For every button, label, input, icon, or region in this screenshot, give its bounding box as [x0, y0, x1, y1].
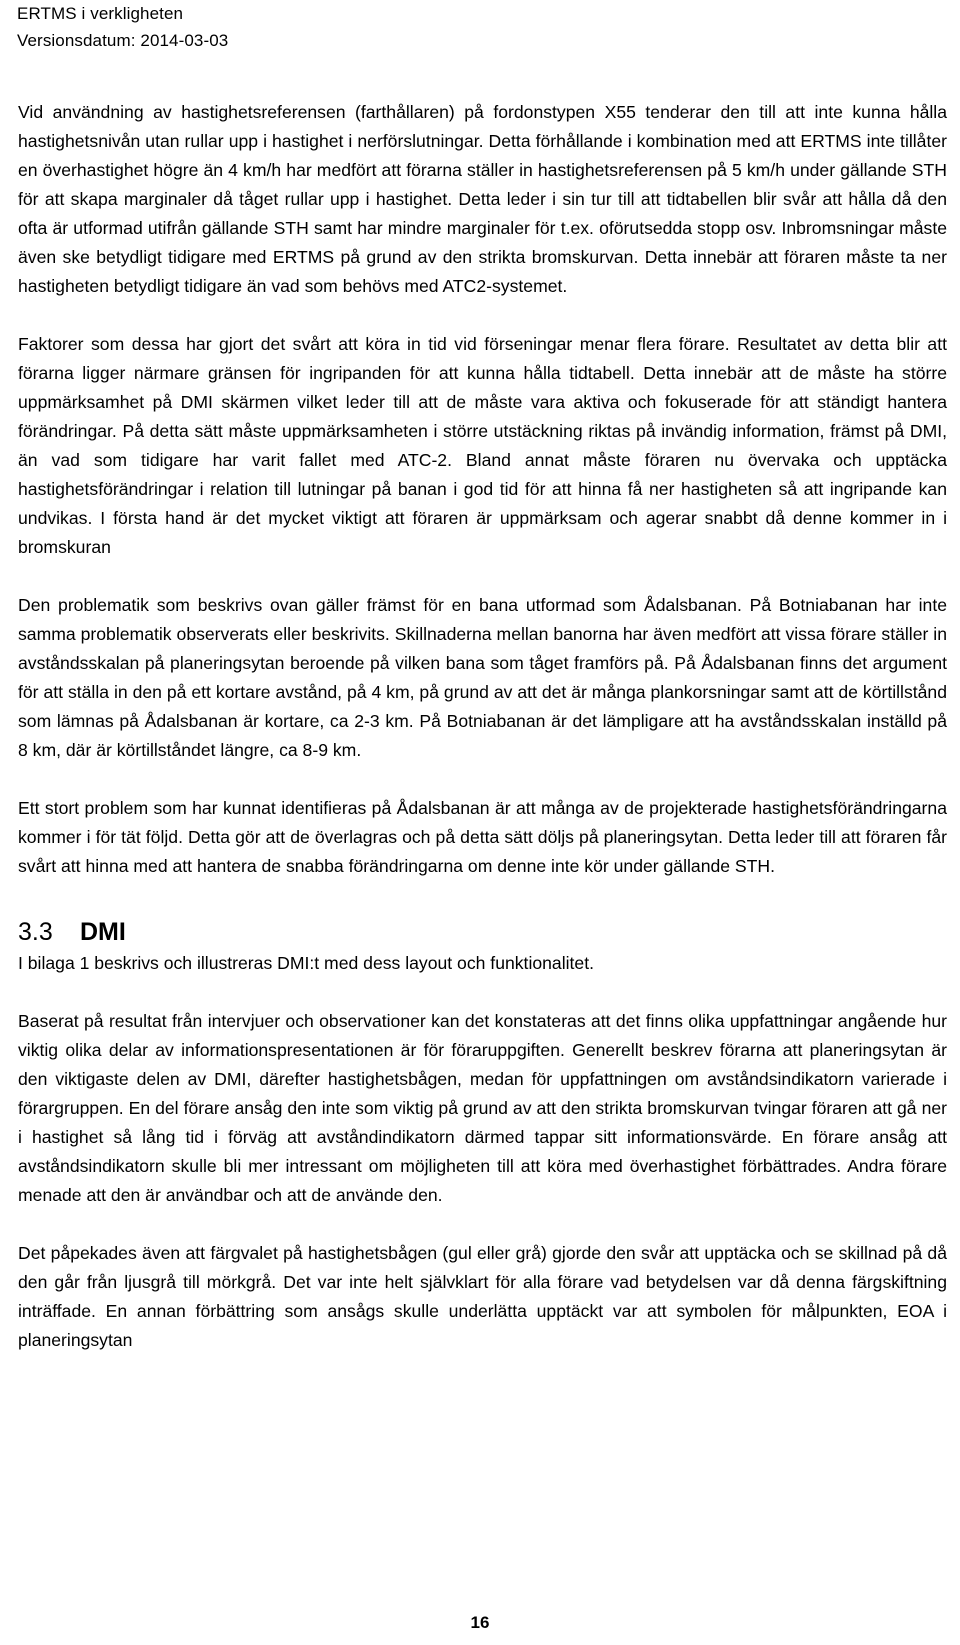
- paragraph-speed-reference: Vid användning av hastighetsreferensen (farthållaren) på fordonstypen X55 tenderar den till att inte kunna hålla hastighetsnivån utan rullar upp i hastighet i nerförslutningar. Detta förhållande i kombination med att ERTMS inte tillåter en överhastighet högre än 4 km/h har medfört att förarna ställer in hastighetsreferensen på 5 km/h under gällande STH för att skapa marginaler då tåget rullar upp i hastighet. Detta leder i sin tur till att tidtabellen blir svår att hålla då den ofta är utformad utifrån gällande STH samt har mindre marginaler för t.ex. oförutsedda stopp osv. Inbromsningar måste även ske betydligt tidigare med ERTMS på grund av den strikta bromskurvan. Detta innebär att föraren måste ta ner hastigheten betydligt tidigare än vad som behövs med ATC2-systemet.: [18, 102, 947, 296]
- version-date: Versionsdatum: 2014-03-03: [17, 31, 229, 50]
- paragraph-appendix-reference: I bilaga 1 beskrivs och illustreras DMI:t med dess layout och funktionalitet.: [18, 953, 594, 973]
- paragraph-speed-changes: Ett stort problem som har kunnat identifieras på Ådalsbanan är att många av de projekterade hastighetsförändringarna kommer i för tät följd. Detta gör att de överlagras och på detta sätt döljs på planeringsytan. Detta leder till att föraren får svårt att hinna med att hantera de snabba förändringarna om denne inte kör under gällande STH.: [18, 798, 947, 876]
- page-number: 16: [470, 1613, 490, 1632]
- paragraph-color-choice: Det påpekades även att färgvalet på hastighetsbågen (gul eller grå) gjorde den svår att upptäcka och se skillnad på då den går från ljusgrå till mörkgrå. Det var inte helt självklart för alla förare vad betydelsen var då denna färgskiftning inträffade. En annan förbättring som ansågs skulle underlätta upptäckt var att symbolen för målpunkten, EOA i planeringsytan: [18, 1243, 947, 1350]
- page-body: [18, 98, 947, 1355]
- paragraph-track-differences: Den problematik som beskrivs ovan gäller främst för en bana utformad som Ådalsbanan. På Botniabanan har inte samma problematik observerats eller beskrivits. Skillnaderna mellan banorna har även medfört att vissa förare ställer in avståndsskalan på planeringsytan beroende på vilken bana som tåget framförs på. På Ådalsbanan finns det argument för att ställa in den på ett kortare avstånd, på 4 km, på grund av att det är många plankorsningar samt att de körtillstånd som lämnas på Ådalsbanan är kortare, ca 2-3 km. På Botniabanan är det lämpligare att ha avståndsskalan inställd på 8 km, där är körtillståndet längre, ca 8-9 km.: [18, 595, 947, 760]
- running-header: [17, 0, 228, 54]
- document-title: ERTMS i verkligheten: [17, 4, 184, 23]
- section-title: DMI: [80, 918, 126, 946]
- section-heading: [18, 915, 947, 949]
- section-number: 3.3: [18, 918, 53, 946]
- paragraph-driving-in-time: Faktorer som dessa har gjort det svårt att köra in tid vid förseningar menar flera förare. Resultatet av detta blir att förarna ligger närmare gränsen för ingripanden för att kunna hålla tidtabell. Detta innebär att de måste ha större uppmärksamhet på DMI skärmen vilket leder till att de måste vara aktiva och fokuserade för att ständigt hantera förändringar. På detta sätt måste uppmärksamheten i större utstäckning riktas på invändig information, främst på DMI, än vad som tidigare har varit fallet med ATC-2. Bland annat måste föraren nu övervaka och upptäcka hastighetsförändringar i relation till lutningar på banan i god tid för att hinna få ner hastigheten så att ingripande kan undvikas. I första hand är det mycket viktigt att föraren är uppmärksam och agerar snabbt då denne kommer in i bromskuran: [18, 334, 947, 557]
- paragraph-interview-results: Baserat på resultat från intervjuer och observationer kan det konstateras att det finns olika uppfattningar angående hur viktig olika delar av informationspresentationen är för föraruppgiften. Generellt beskrev förarna att planeringsytan är den viktigaste delen av DMI, därefter hastighetsbågen, medan för uppfattningen om avståndsindikatorn varierade i förargruppen. En del förare ansåg den inte som viktig på grund av att den strikta bromskurvan tvingar föraren att gå ner i hastighet så lång tid i förväg att avståndindikatorn därmed tappar sitt informationsvärde. En förare ansåg att avståndsindikatorn skulle bli mer intressant om möjligheten till att köra med överhastighet förbättrades. Andra förare menade att den är användbar och att de använde den.: [18, 1011, 947, 1205]
